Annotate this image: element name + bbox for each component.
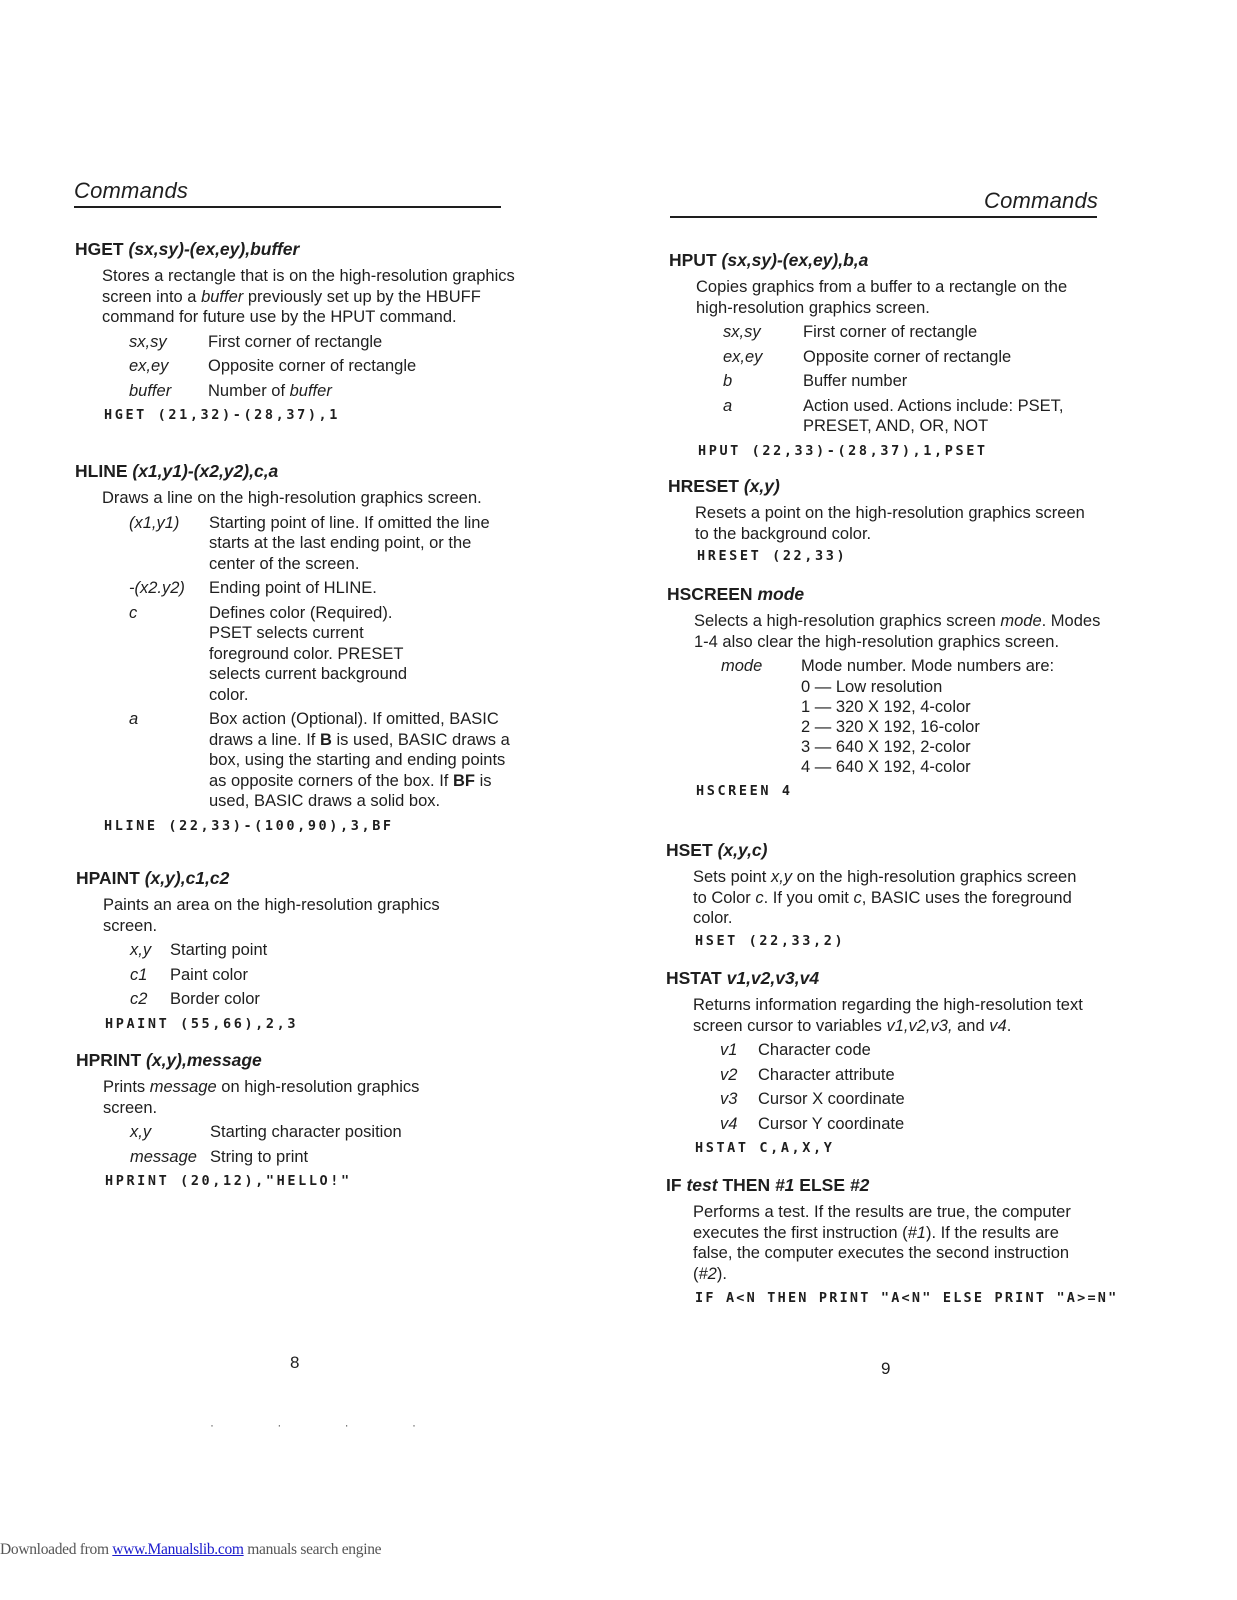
cmd-name: IF xyxy=(666,1175,682,1195)
cmd-if-then-else xyxy=(666,1175,1136,1306)
desc-text: Prints xyxy=(103,1078,150,1096)
desc-text: graphics screen into a xyxy=(102,267,515,306)
cmd-arg: #2 xyxy=(849,1175,870,1195)
param-desc xyxy=(208,381,416,406)
code-example: HLINE (22,33)-(100,90),3,BF xyxy=(104,817,394,834)
param-desc-text: Number of xyxy=(208,381,290,400)
cmd-hpaint xyxy=(76,868,516,1032)
cmd-arg: test xyxy=(686,1175,718,1195)
mode-list xyxy=(801,677,1054,777)
footer-prefix: Downloaded from xyxy=(0,1541,113,1558)
cmd-description: Resets a point on the high-resolution graphics screen to the background color. xyxy=(695,504,1085,543)
param-name: sx,sy xyxy=(129,332,167,351)
desc-text: , BASIC uses the foreground color. xyxy=(693,888,1072,927)
code-example: HPRINT (20,12),"HELLO!" xyxy=(105,1173,352,1189)
param-row xyxy=(130,1147,402,1172)
mode-item: 4 — 640 X 192, 4-color xyxy=(801,757,971,776)
cmd-args: v1,v2,v3,v4 xyxy=(726,968,820,988)
param-desc: String to print xyxy=(210,1147,309,1166)
code-example: IF A<N THEN PRINT "A<N" ELSE PRINT "A>=N" xyxy=(695,1290,1119,1306)
param-desc: Character code xyxy=(758,1041,871,1059)
param-desc: Starting character position xyxy=(210,1123,402,1141)
page-number: 8 xyxy=(290,1353,300,1372)
code-example: HPUT (22,33)-(28,37),1,PSET xyxy=(698,442,988,459)
cmd-name: HSCREEN xyxy=(667,584,753,604)
param-row xyxy=(130,1122,402,1147)
cmd-hline xyxy=(75,461,515,834)
cmd-heading xyxy=(667,584,1137,605)
param-name: a xyxy=(723,396,733,415)
left-header-rule xyxy=(74,206,501,208)
download-footer xyxy=(0,1541,381,1559)
param-desc: Starting point xyxy=(170,941,268,959)
param-table xyxy=(129,332,416,406)
param-row xyxy=(129,381,416,406)
param-name: message xyxy=(130,1147,197,1166)
cmd-name: HGET xyxy=(75,239,124,259)
cmd-hput xyxy=(669,250,1129,459)
cmd-name: HSET xyxy=(666,840,713,860)
desc-italic: x,y xyxy=(770,868,793,886)
param-row xyxy=(129,578,519,603)
cmd-arg: #1 xyxy=(774,1175,795,1195)
param-row xyxy=(720,1089,905,1114)
desc-text: on high-resolution graphics screen. xyxy=(103,1078,420,1117)
desc-italic: v1,v2,v3, xyxy=(886,1016,953,1035)
cmd-name: HPUT xyxy=(669,250,717,270)
param-desc-text: is used, BASIC draws a solid box. xyxy=(209,771,492,810)
cmd-keyword: THEN xyxy=(722,1175,771,1195)
code-example: HSCREEN 4 xyxy=(696,782,793,799)
param-desc: Cursor X coordinate xyxy=(758,1090,905,1108)
param-desc-text: Box action (Optional). If omitted, BASIC draws a line. If xyxy=(209,710,499,749)
cmd-hscreen xyxy=(667,584,1137,799)
left-page xyxy=(0,0,618,1600)
param-name: c1 xyxy=(130,965,148,984)
param-row xyxy=(723,396,1103,441)
cmd-name: HSTAT xyxy=(666,968,722,988)
cmd-keyword: ELSE xyxy=(799,1175,846,1195)
param-row xyxy=(723,322,1103,347)
cmd-name: HPAINT xyxy=(76,868,140,888)
code-example: HSET (22,33,2) xyxy=(695,932,846,949)
desc-text: the HBUFF command for future use by the HPUT xyxy=(102,287,481,326)
cmd-name: HLINE xyxy=(75,461,128,481)
code-example: HPAINT (55,66),2,3 xyxy=(105,1015,299,1032)
cmd-heading xyxy=(668,476,1128,497)
code-example: HGET (21,32)-(28,37),1 xyxy=(104,407,341,423)
param-desc: First corner of rectangle xyxy=(208,332,383,351)
desc-text: Returns information regarding the high-resolution text screen cursor to variables xyxy=(693,996,1083,1035)
desc-text: . Modes 1-4 also clear the high-resolution graphics screen. xyxy=(694,612,1101,651)
desc-text: on the high-resolution graphics screen to Color xyxy=(693,868,1077,907)
param-name: v1 xyxy=(720,1041,738,1059)
param-desc: Ending point of HLINE. xyxy=(209,579,377,597)
param-table xyxy=(721,656,1054,781)
param-row xyxy=(723,371,1103,396)
right-page-header: Commands xyxy=(984,188,1099,213)
param-desc: Opposite corner of rectangle xyxy=(803,347,1012,366)
param-desc-text: Mode number. Mode numbers are: xyxy=(801,657,1055,675)
cmd-args: (x,y),c1,c2 xyxy=(144,868,230,888)
param-row xyxy=(720,1114,905,1139)
desc-italic: v4 xyxy=(989,1016,1007,1035)
cmd-name: HPRINT xyxy=(76,1050,142,1070)
desc-text: Selects a high-resolution graphics screen xyxy=(694,612,1001,630)
right-page xyxy=(618,0,1237,1600)
desc-italic: mode xyxy=(1000,612,1042,630)
desc-text: ). xyxy=(716,1264,727,1283)
mode-item: 3 — 640 X 192, 2-color xyxy=(801,737,971,756)
param-name: c2 xyxy=(130,990,148,1008)
cmd-hset xyxy=(666,840,1136,949)
param-table xyxy=(130,940,267,1014)
code-example: HSTAT C,A,X,Y xyxy=(695,1140,835,1156)
param-row xyxy=(130,989,267,1014)
cmd-description xyxy=(693,867,1088,929)
cmd-args: (sx,sy)-(ex,ey),b,a xyxy=(721,250,869,270)
param-row xyxy=(129,356,416,381)
right-header-rule xyxy=(670,216,1097,218)
param-desc-bold: B xyxy=(319,730,332,749)
cmd-heading xyxy=(666,1175,1136,1196)
param-desc xyxy=(801,656,1054,781)
cmd-name: HRESET xyxy=(668,476,739,496)
cmd-description: Copies graphics from a buffer to a rectangle on the high-resolution graphics screen. xyxy=(696,278,1068,317)
param-row xyxy=(721,656,1054,781)
param-row xyxy=(129,709,519,816)
code-example: HRESET (22,33) xyxy=(697,548,848,564)
param-desc: Character attribute xyxy=(758,1065,895,1084)
desc-italic: message xyxy=(149,1078,217,1096)
param-name: v2 xyxy=(720,1065,738,1084)
param-row xyxy=(129,332,416,357)
param-desc: Cursor Y coordinate xyxy=(758,1114,905,1133)
cmd-hprint xyxy=(76,1050,516,1189)
param-name: v3 xyxy=(720,1090,738,1108)
cmd-args: (x,y,c) xyxy=(717,840,768,860)
cmd-description xyxy=(102,266,515,328)
param-row xyxy=(720,1040,905,1065)
param-desc xyxy=(209,709,519,816)
cmd-args: (sx,sy)-(ex,ey),buffer xyxy=(128,239,300,259)
param-row xyxy=(129,513,519,579)
param-desc: First corner of rectangle xyxy=(803,323,978,341)
cmd-description xyxy=(693,995,1093,1036)
param-name: ex,ey xyxy=(723,347,763,366)
param-name: x,y xyxy=(130,941,152,959)
desc-text: . xyxy=(1006,1016,1012,1035)
param-name: b xyxy=(723,372,733,390)
footer-suffix: manuals search engine xyxy=(243,1541,382,1558)
param-row xyxy=(129,603,519,710)
param-table xyxy=(130,1122,402,1171)
param-name: c xyxy=(129,603,138,622)
param-name: a xyxy=(129,710,139,728)
param-desc: Starting point of line. If omitted the line starts at the last ending point, or the center of the screen. xyxy=(209,513,490,573)
param-desc: Action used. Actions include: PSET, PRESET, AND, OR, NOT xyxy=(803,396,1064,435)
param-name: v4 xyxy=(720,1114,738,1133)
param-row xyxy=(720,1065,905,1090)
cmd-hstat xyxy=(666,968,1136,1156)
desc-text: and xyxy=(952,1016,990,1035)
param-row xyxy=(130,965,267,990)
cmd-description xyxy=(103,1077,453,1118)
desc-italic: c xyxy=(755,888,764,907)
cmd-heading xyxy=(75,239,515,260)
cmd-description: Draws a line on the high-resolution graphics screen. xyxy=(102,489,482,507)
param-name: buffer xyxy=(129,381,172,400)
cmd-heading xyxy=(666,840,1136,861)
cmd-heading xyxy=(666,968,1136,989)
param-table xyxy=(723,322,1103,441)
param-name: mode xyxy=(721,657,763,675)
param-desc: Paint color xyxy=(170,965,248,984)
scan-artifact: · · · · xyxy=(210,1418,446,1432)
desc-italic: c xyxy=(853,888,862,907)
cmd-args: (x,y),message xyxy=(146,1050,262,1070)
desc-text: Performs a test. If the results are true, the computer executes the first instruction ( xyxy=(693,1203,1071,1242)
param-row xyxy=(723,347,1103,372)
cmd-description xyxy=(693,1202,1088,1284)
mode-item: 2 — 320 X 192, 16-color xyxy=(801,717,980,736)
cmd-heading xyxy=(76,1050,516,1071)
desc-text: command. xyxy=(379,308,457,326)
cmd-heading xyxy=(76,868,516,889)
param-desc: Buffer number xyxy=(803,372,908,390)
mode-item: 0 — Low resolution xyxy=(801,677,943,696)
cmd-hget xyxy=(75,239,515,423)
param-name: -(x2.y2) xyxy=(129,579,185,597)
param-desc: Opposite corner of rectangle xyxy=(208,357,417,375)
page-number: 9 xyxy=(881,1359,891,1378)
mode-item: 1 — 320 X 192, 4-color xyxy=(801,697,971,716)
desc-text: ). If the results are false, the computer executes the second instruction ( xyxy=(693,1223,1070,1283)
param-row xyxy=(130,940,267,965)
param-table xyxy=(129,513,519,816)
cmd-heading xyxy=(669,250,1129,271)
cmd-args: (x,y) xyxy=(743,476,780,496)
param-desc-text: is used, BASIC draws a box, using the starting and ending points as opposite corners of the box. If xyxy=(209,730,510,790)
desc-italic: #1 xyxy=(907,1223,926,1242)
cmd-args: (x1,y1)-(x2,y2),c,a xyxy=(132,461,279,481)
desc-text: Sets point xyxy=(693,868,771,886)
cmd-description xyxy=(694,611,1104,652)
cmd-args: mode xyxy=(757,584,805,604)
desc-text: previously set up by xyxy=(243,287,394,306)
desc-italic: #2 xyxy=(698,1264,717,1283)
param-name: sx,sy xyxy=(723,323,761,341)
left-page-header: Commands xyxy=(74,178,189,203)
param-desc: Defines color (Required). PSET selects current foreground color. PRESET selects current background color. xyxy=(209,603,408,704)
param-desc-bold: BF xyxy=(452,771,475,790)
param-desc: Border color xyxy=(170,990,260,1008)
param-name: (x1,y1) xyxy=(129,513,180,532)
cmd-description: Paints an area on the high-resolution graphics screen. xyxy=(103,896,440,935)
desc-text: Stores a rectangle that is on the high-resolution xyxy=(102,267,448,285)
desc-text: . If you omit xyxy=(763,888,854,907)
desc-italic: buffer xyxy=(201,287,244,306)
param-desc-italic: buffer xyxy=(289,381,332,400)
manualslib-link[interactable]: www.Manualslib.com xyxy=(112,1541,244,1558)
param-name: x,y xyxy=(130,1123,152,1141)
param-name: ex,ey xyxy=(129,357,169,375)
cmd-heading xyxy=(75,461,515,482)
cmd-hreset xyxy=(668,476,1128,564)
param-table xyxy=(720,1040,905,1138)
